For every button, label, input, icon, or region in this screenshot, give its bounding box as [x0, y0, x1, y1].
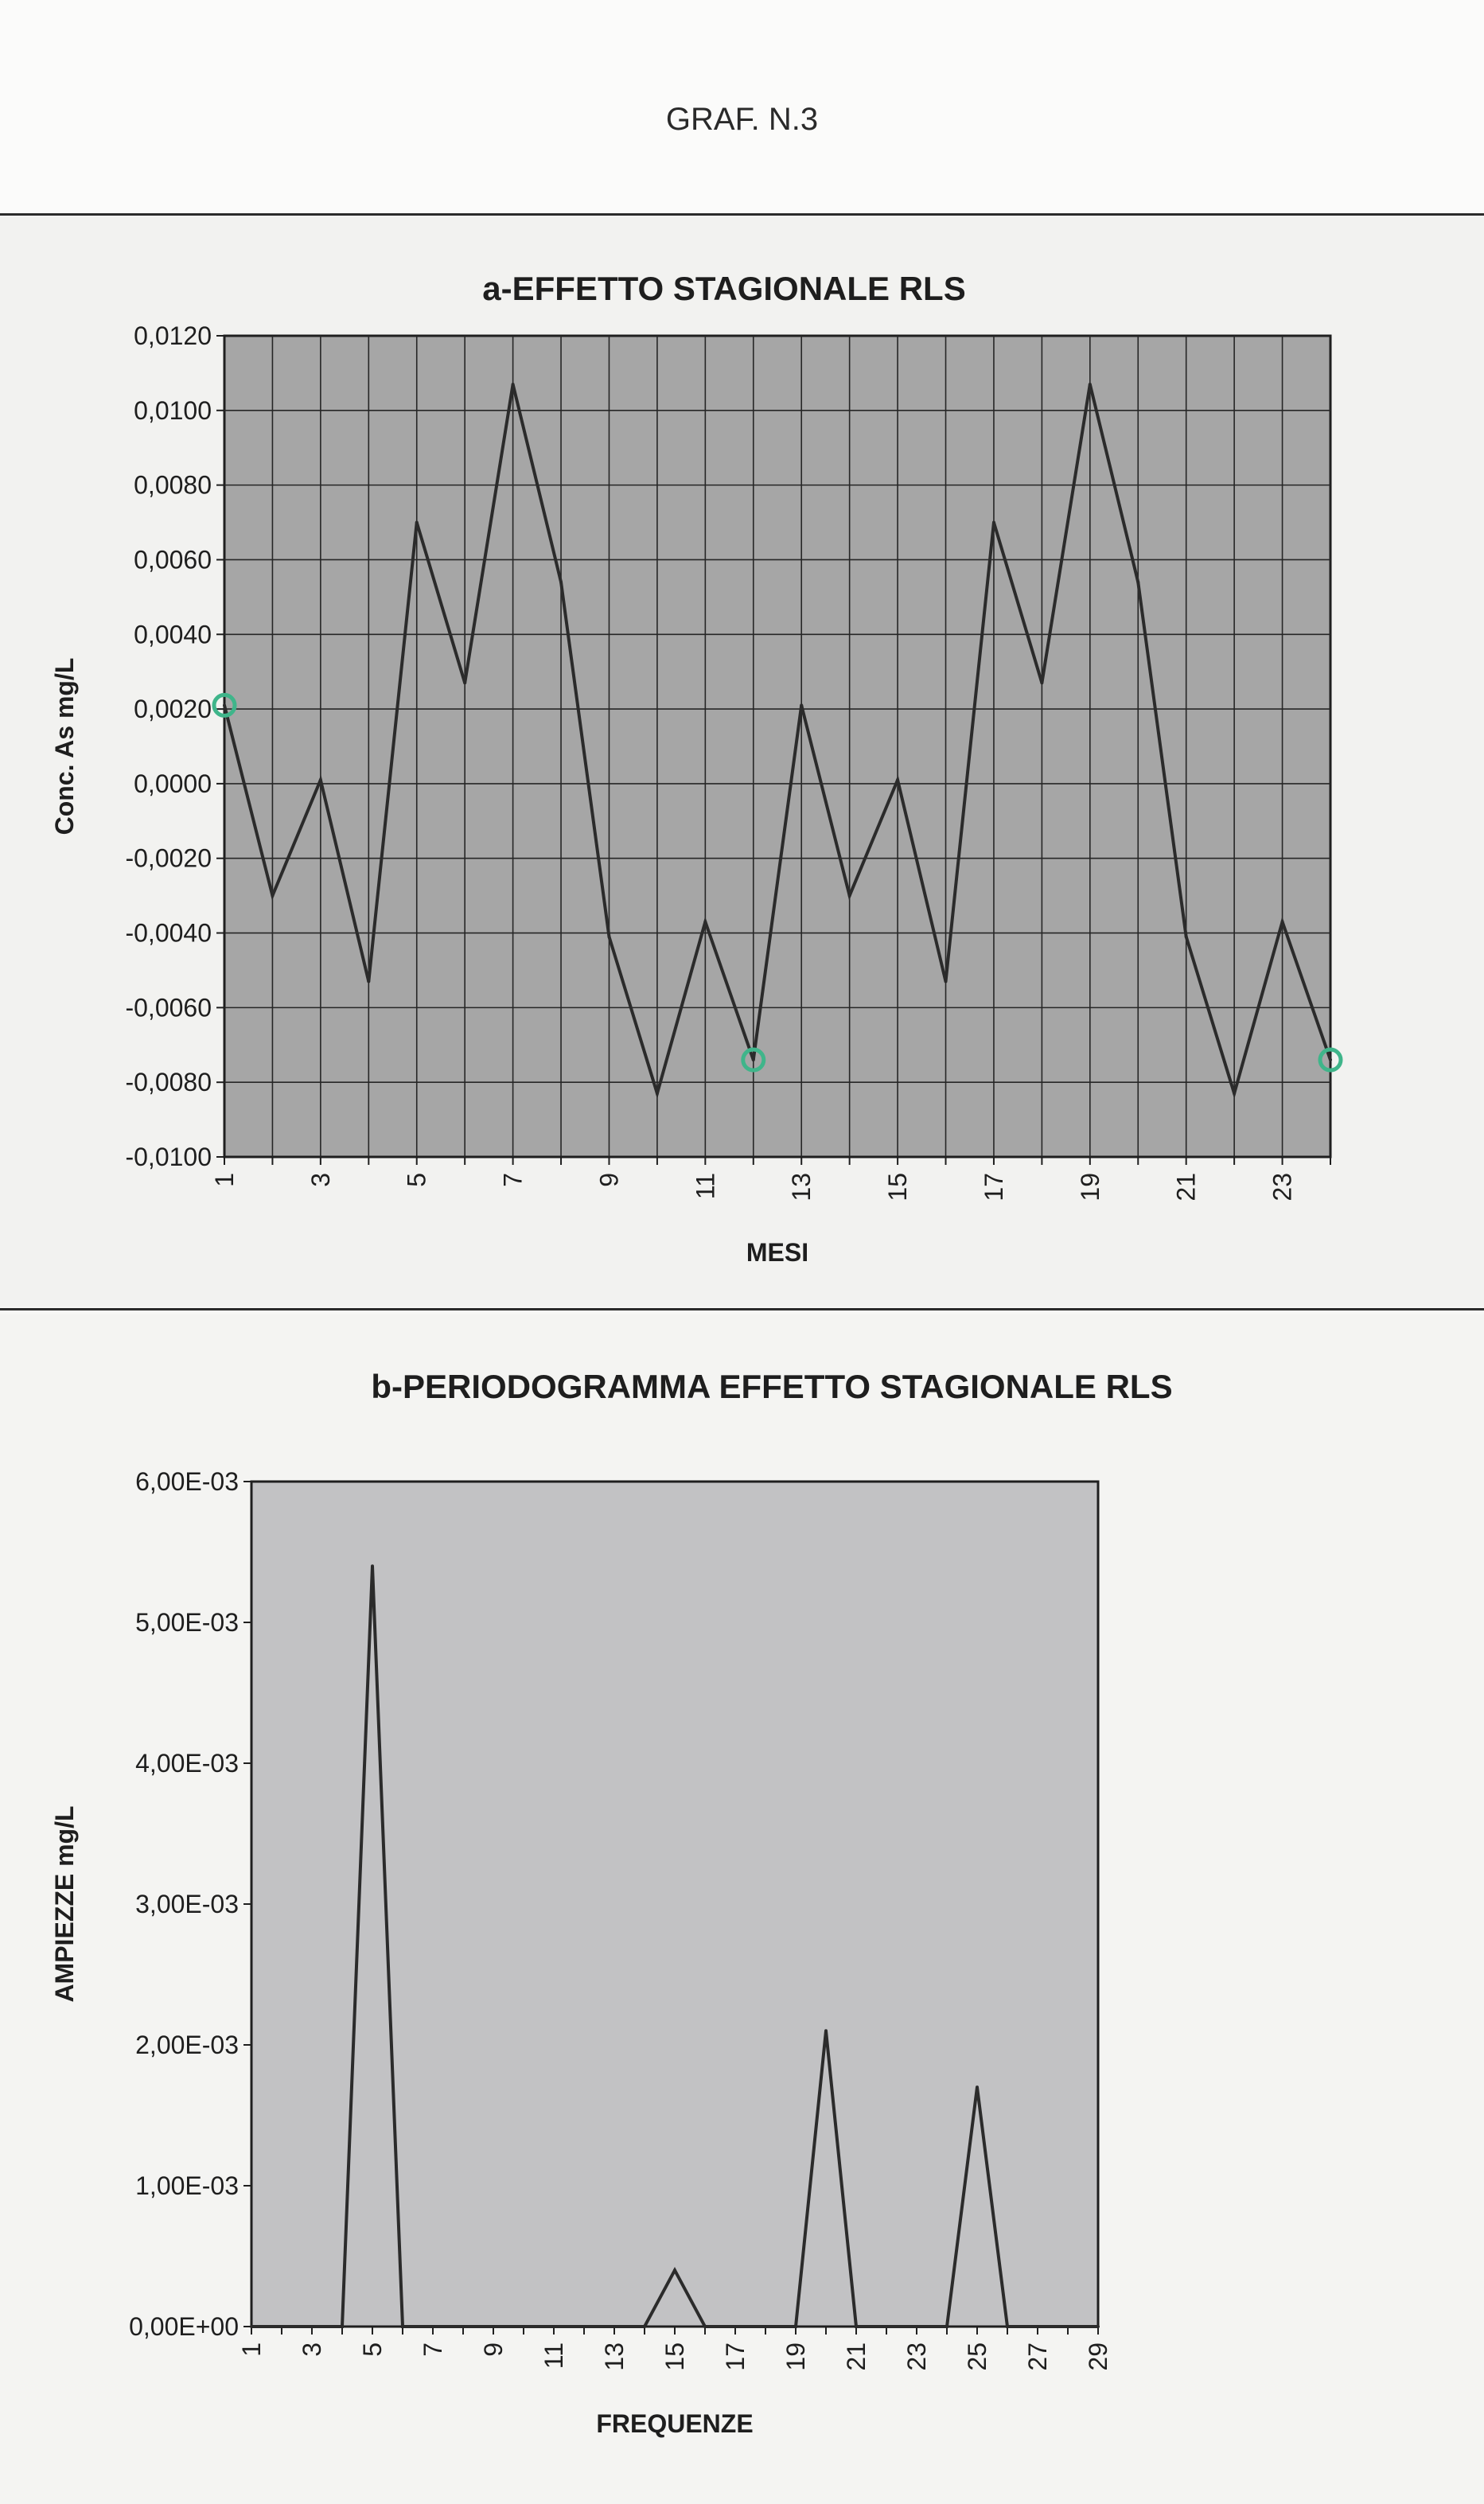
- chart-a-data-point-9: [607, 935, 610, 938]
- chart-a-plot-area: [224, 336, 1330, 1157]
- chart-b-y-tick-label-2: 2,00E-03: [135, 2031, 239, 2059]
- chart-a-y-tick-label-1: -0,0080: [125, 1068, 212, 1097]
- chart-b-data-point-24: [945, 2325, 948, 2328]
- chart-a-x-tick-label-3: 3: [306, 1173, 335, 1187]
- chart-a-y-tick-label-11: 0,0120: [134, 321, 212, 350]
- chart-a-y-tick-label-7: 0,0040: [134, 620, 212, 649]
- chart-a-x-tick-label-15: 15: [883, 1173, 913, 1201]
- chart-b-data-point-12: [582, 2325, 586, 2328]
- chart-a-y-tick-label-10: 0,0100: [134, 395, 212, 425]
- chart-b-x-tick-label-1: 1: [237, 2342, 266, 2357]
- chart-a-data-point-16: [945, 980, 948, 983]
- chart-b-data-point-4: [341, 2325, 344, 2328]
- chart-b-x-tick-label-7: 7: [419, 2342, 447, 2357]
- chart-a-x-tick-label-11: 11: [691, 1173, 720, 1200]
- chart-b-data-point-7: [431, 2325, 434, 2328]
- chart-b-y-tick-label-1: 1,00E-03: [135, 2171, 239, 2200]
- chart-b-title: b-PERIODOGRAMMA EFFETTO STAGIONALE RLS: [371, 1368, 1173, 1405]
- chart-a-x-tick-label-5: 5: [402, 1173, 431, 1187]
- chart-b-x-tick-label-5: 5: [358, 2342, 387, 2357]
- chart-b-data-point-8: [462, 2325, 465, 2328]
- chart-a-seasonal-effect: [0, 216, 1484, 1307]
- chart-a-data-point-21: [1185, 935, 1188, 938]
- chart-b-plot-area: [251, 1482, 1098, 2327]
- chart-b-data-point-15: [673, 2268, 676, 2272]
- chart-a-y-tick-label-8: 0,0060: [134, 545, 212, 574]
- chart-b-data-point-6: [401, 2325, 404, 2328]
- chart-a-y-tick-label-3: -0,0040: [125, 918, 212, 948]
- chart-a-y-tick-label-5: 0,0000: [134, 769, 212, 798]
- chart-b-y-tick-label-5: 5,00E-03: [135, 1608, 239, 1637]
- chart-a-y-tick-label-9: 0,0080: [134, 470, 212, 500]
- chart-a-data-point-12: [752, 1058, 755, 1061]
- chart-a-y-tick-label-4: -0,0020: [125, 843, 212, 873]
- chart-b-data-point-19: [794, 2325, 797, 2328]
- chart-b-x-tick-label-9: 9: [479, 2342, 508, 2357]
- chart-b-x-tick-label-17: 17: [721, 2342, 750, 2371]
- chart-a-title: a-EFFETTO STAGIONALE RLS: [482, 270, 966, 307]
- chart-a-data-point-4: [367, 980, 370, 983]
- chart-a-data-point-17: [992, 521, 995, 524]
- chart-a-y-tick-label-0: -0,0100: [125, 1143, 212, 1171]
- chart-b-data-point-5: [371, 1564, 374, 1567]
- chart-a-x-tick-label-9: 9: [594, 1173, 624, 1187]
- chart-b-y-tick-label-4: 4,00E-03: [135, 1749, 239, 1778]
- chart-b-x-tick-label-19: 19: [781, 2342, 810, 2371]
- chart-b-data-point-25: [976, 2085, 979, 2089]
- chart-a-data-point-11: [703, 920, 707, 923]
- chart-b-data-point-29: [1096, 2325, 1100, 2328]
- chart-b-data-point-17: [734, 2325, 737, 2328]
- chart-b-data-point-14: [643, 2325, 646, 2328]
- chart-a-data-point-2: [271, 894, 274, 898]
- divider-middle: [0, 1308, 1484, 1310]
- chart-a-data-point-15: [896, 778, 899, 781]
- chart-a-data-point-5: [415, 521, 419, 524]
- chart-b-y-axis-title: AMPIEZZE mg/L: [50, 1805, 79, 2003]
- chart-b-x-tick-label-29: 29: [1084, 2342, 1112, 2371]
- chart-b-data-point-22: [885, 2325, 888, 2328]
- chart-b-x-axis-title: FREQUENZE: [596, 2409, 754, 2438]
- chart-b-x-tick-label-25: 25: [963, 2342, 991, 2371]
- chart-a-y-tick-label-2: -0,0060: [125, 993, 212, 1022]
- chart-a-y-tick-label-6: 0,0020: [134, 695, 212, 724]
- divider-top: [0, 213, 1484, 216]
- page-title: GRAF. N.3: [665, 102, 819, 137]
- chart-b-data-point-1: [250, 2325, 253, 2328]
- chart-b-data-point-18: [764, 2325, 767, 2328]
- chart-b-data-point-9: [492, 2325, 495, 2328]
- page-header: [0, 0, 1484, 215]
- chart-a-y-axis-title: Conc. As mg/L: [50, 657, 79, 835]
- chart-a-data-point-20: [1136, 581, 1139, 584]
- chart-b-x-tick-label-27: 27: [1023, 2342, 1052, 2371]
- chart-b-data-point-10: [522, 2325, 525, 2328]
- chart-a-data-point-24: [1329, 1058, 1332, 1061]
- chart-b-x-tick-label-23: 23: [902, 2342, 931, 2371]
- chart-a-x-tick-label-17: 17: [979, 1173, 1008, 1201]
- chart-a-data-point-3: [319, 778, 322, 781]
- chart-b-x-tick-label-13: 13: [600, 2342, 629, 2371]
- chart-b-periodogram: [0, 1314, 1484, 2504]
- chart-a-x-tick-label-23: 23: [1268, 1173, 1297, 1201]
- chart-b-data-point-11: [552, 2325, 555, 2328]
- chart-b-data-point-26: [1006, 2325, 1009, 2328]
- chart-b-x-tick-label-11: 11: [539, 2342, 568, 2370]
- chart-a-data-point-19: [1089, 383, 1092, 386]
- chart-b-y-tick-label-6: 6,00E-03: [135, 1467, 239, 1496]
- chart-a-x-tick-label-21: 21: [1171, 1173, 1201, 1201]
- chart-a-data-point-22: [1233, 1092, 1236, 1095]
- chart-b-data-point-21: [855, 2325, 858, 2328]
- chart-a-x-axis-title: MESI: [746, 1238, 809, 1267]
- chart-a-x-tick-label-1: 1: [210, 1173, 239, 1187]
- chart-a-data-point-10: [656, 1092, 659, 1095]
- chart-b-data-point-3: [310, 2325, 314, 2328]
- chart-a-x-tick-label-13: 13: [787, 1173, 816, 1201]
- chart-b-data-point-23: [915, 2325, 918, 2328]
- chart-a-data-point-23: [1281, 920, 1284, 923]
- chart-b-data-point-16: [703, 2325, 707, 2328]
- chart-b-y-tick-label-3: 3,00E-03: [135, 1890, 239, 1918]
- chart-a-data-point-8: [559, 581, 563, 584]
- chart-a-data-point-1: [223, 703, 226, 707]
- chart-b-data-point-20: [824, 2029, 828, 2032]
- chart-b-x-tick-label-3: 3: [298, 2342, 326, 2357]
- chart-b-x-tick-label-21: 21: [842, 2342, 871, 2371]
- chart-a-data-point-13: [800, 703, 803, 707]
- chart-b-x-tick-label-15: 15: [660, 2342, 689, 2371]
- chart-a-data-point-14: [848, 894, 851, 898]
- chart-a-data-point-6: [463, 681, 466, 684]
- chart-a-x-tick-label-7: 7: [498, 1173, 528, 1187]
- chart-a-data-point-7: [512, 383, 515, 386]
- chart-a-x-tick-label-19: 19: [1075, 1173, 1104, 1201]
- chart-b-data-point-2: [280, 2325, 283, 2328]
- chart-b-data-point-27: [1036, 2325, 1039, 2328]
- chart-b-data-point-13: [613, 2325, 616, 2328]
- chart-b-y-tick-label-0: 0,00E+00: [129, 2312, 239, 2341]
- chart-b-data-point-28: [1066, 2325, 1069, 2328]
- chart-a-data-point-18: [1040, 681, 1043, 684]
